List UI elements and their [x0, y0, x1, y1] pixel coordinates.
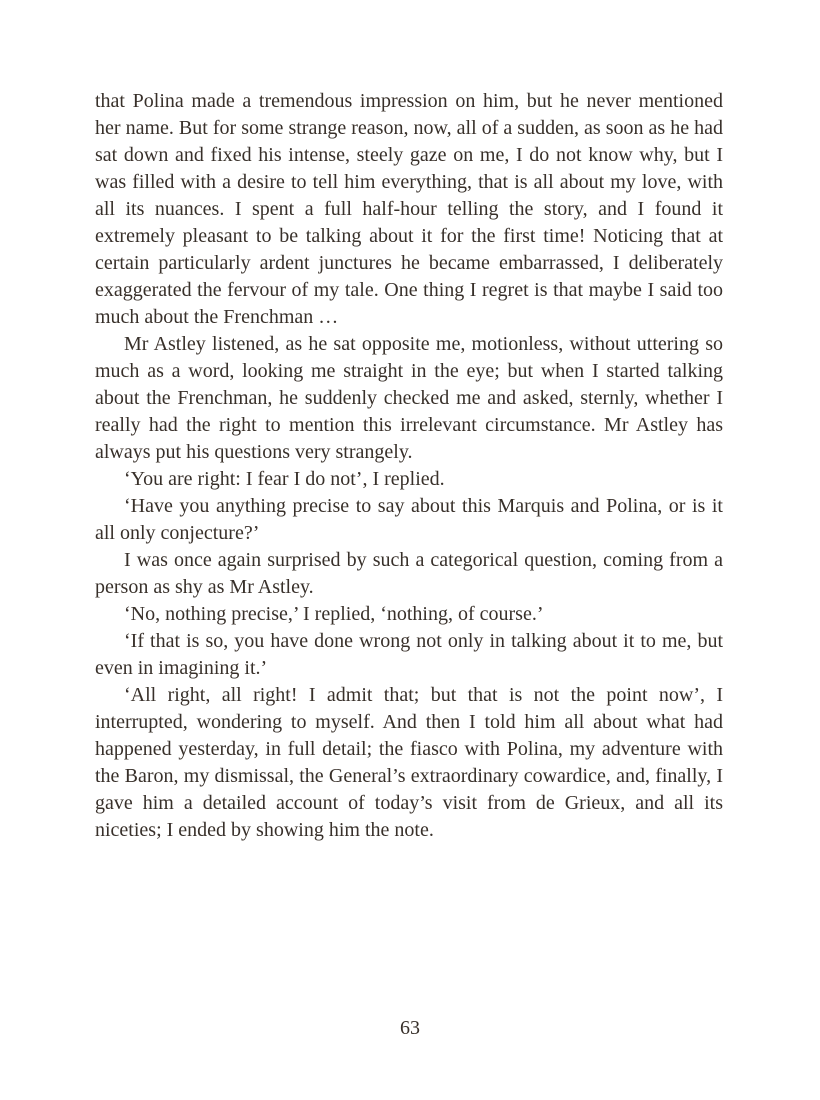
paragraph: ‘No, nothing precise,’ I replied, ‘nothing, of course.’ — [124, 603, 544, 625]
paragraph: I was once again surprised by such a categorical question, coming from a person as shy as Mr Astley. — [95, 549, 723, 598]
paragraph: ‘If that is so, you have done wrong not only in talking about it to me, but even in imagining it.’ — [95, 630, 723, 679]
page-text — [95, 88, 723, 844]
paragraph: ‘You are right: I fear I do not’, I replied. — [124, 468, 445, 490]
paragraph: ‘Have you anything precise to say about this Marquis and Polina, or is it all only conjecture?’ — [95, 495, 723, 544]
page-number: 63 — [400, 1017, 420, 1039]
paragraph: ‘All right, all right! I admit that; but that is not the point now’, I interrupted, wondering to myself. And then I told him all about what had happened yesterday, in full detail; the fiasco with Polina, my adventure with the Baron, my dismissal, the General’s extraordinary cowardice, and, finally, I gave him a detailed account of today’s visit from de Grieux, and all its niceties; I ended by showing him the note. — [95, 684, 723, 841]
paragraph: that Polina made a tremendous impression on him, but he never mentioned her name. But for some strange reason, now, all of a sudden, as soon as he had sat down and fixed his intense, steely gaze on me, I do not know why, but I was filled with a desire to tell him everything, that is all about my love, with all its nuances. I spent a full half-hour telling the story, and I found it extremely pleasant to be talking about it for the first time! Noticing that at certain particularly ardent junctures he became embarrassed, I deliberately exaggerated the fervour of my tale. One thing I regret is that maybe I said too much about the Frenchman … — [95, 90, 723, 328]
paragraph: Mr Astley listened, as he sat opposite me, motionless, without uttering so much as a word, looking me straight in the eye; but when I started talking about the Frenchman, he suddenly checked me and asked, sternly, whether I really had the right to mention this irrelevant circumstance. Mr Astley has always put his questions very strangely. — [95, 333, 723, 463]
